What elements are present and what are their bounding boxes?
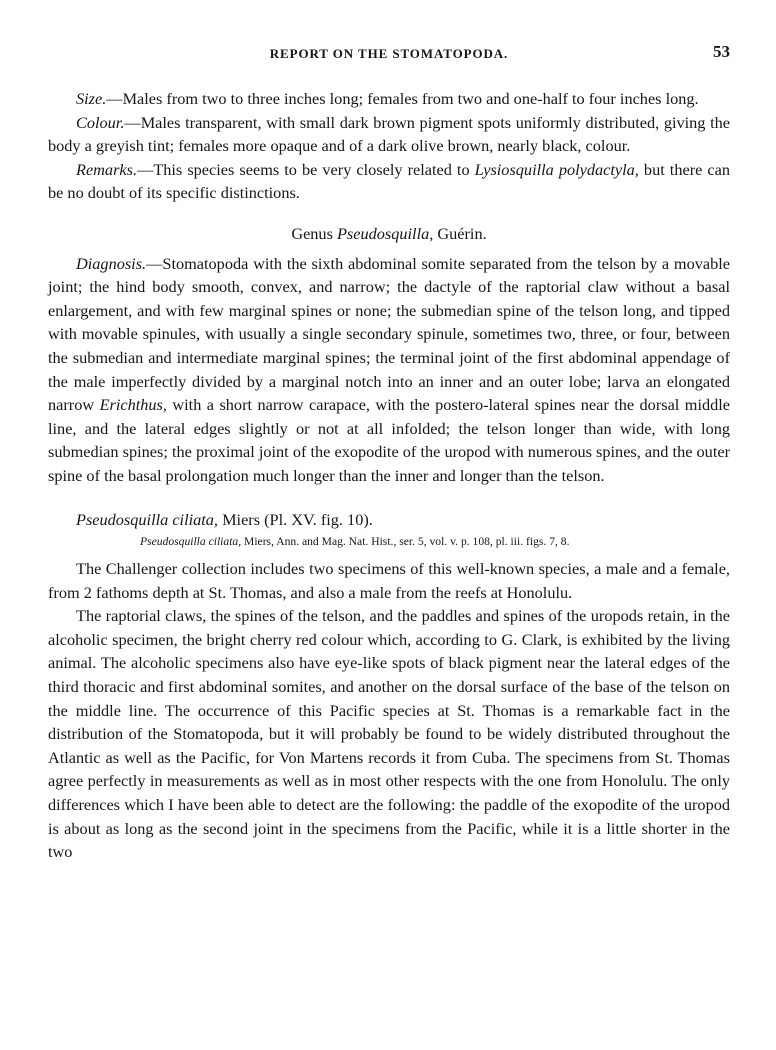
remarks-text-b: but there can be no doubt of its specific distinctions. [48,159,730,203]
species-name: Pseudosquilla ciliata, [76,509,218,529]
body-paragraph: The Challenger collection includes two specimens of this well-known species, a male and a female, from 2 fathoms depth at St. Thomas, and also a male from the reefs at Honolulu. [48,559,730,602]
genus-prefix: Genus [291,223,337,243]
page-body [48,87,730,864]
species-heading [48,508,730,532]
remarks-label: Remarks. [76,159,138,179]
colour-paragraph [48,111,730,158]
species-author: Miers (Pl. XV. fig. 10). [218,509,373,529]
colour-text: —Males transparent, with small dark brown pigment spots uniformly distributed, giving the body a greyish tint; females more opaque and of a dark olive brown, nearly black, colour. [48,112,730,156]
citation-name: Pseudosquilla ciliata, [140,535,242,549]
remarks-paragraph [48,158,730,205]
diagnosis-label: Diagnosis. [76,253,147,273]
genus-name: Pseudosquilla, [336,223,434,243]
size-label: Size. [76,89,107,108]
remarks-species: Lysiosquilla polydactyla, [474,159,639,179]
genus-author: Guérin. [433,223,487,243]
diagnosis-text-a: —Stomatopoda with the sixth abdominal somite separated from the telson by a movable joint; the hind body smooth, convex, and narrow; the dactyle of the raptorial claw without a basal enlargement, and with few marginal spines or none; the submedian spine of the telson long, and tipped with movable spinules, with usually a single secondary spinule, sometimes two, three, or four, between the submedian and intermediate marginal spines; the terminal joint of the first abdominal appendage of the male imperfectly divided by a marginal notch into an inner and an outer lobe; larva an elongated narrow [48,253,730,415]
page-header [48,42,730,66]
remarks-text-a: —This species seems to be very closely related to [137,159,475,179]
species-citation [48,534,730,549]
diagnosis-larva: Erichthus, [99,395,167,415]
body-paragraph: The raptorial claws, the spines of the telson, and the paddles and spines of the uropods retain, in the alcoholic specimen, the bright cherry red colour which, according to G. Clark, is exhibited by the living animal. The alcoholic specimens also have eye-like spots of black pigment near the lateral edges of the third thoracic and first abdominal somites, and another on the dorsal surface of the base of the telson on the middle line. The occurrence of this Pacific species at St. Thomas is a remarkable fact in the distribution of the Stomatopoda, but it will probably be found to be widely distributed throughout the Atlantic as well as the Pacific, for Von Martens records it from Cuba. The specimens from St. Thomas agree perfectly in measurements as well as in most other respects with the one from Honolulu. The only differences which I have been able to detect are the following: the paddle of the exopodite of the uropod is about as long as the second joint in the specimens from the Pacific, while it is a little shorter in the two [48,606,730,862]
citation-text: Miers, Ann. and Mag. Nat. Hist., ser. 5, vol. v. p. 108, pl. iii. figs. 7, 8. [241,535,570,549]
size-paragraph [48,87,730,111]
diagnosis-text-b: with a short narrow carapace, with the postero-lateral spines near the dorsal middle line, and the lateral edges slightly or not at all infolded; the telson longer than wide, with long submedian spines; the proximal joint of the exopodite of the uropod with numerous spines, and the outer spine of the basal prolongation much longer than the inner and longer than the telson. [48,395,730,485]
page-number: 53 [713,42,730,61]
colour-label: Colour. [76,112,125,132]
size-text: —Males from two to three inches long; females from two and one-half to four inches long. [106,89,699,108]
diagnosis-paragraph [48,252,730,488]
running-title: REPORT ON THE STOMATOPODA. [269,46,509,61]
genus-heading [48,222,730,246]
